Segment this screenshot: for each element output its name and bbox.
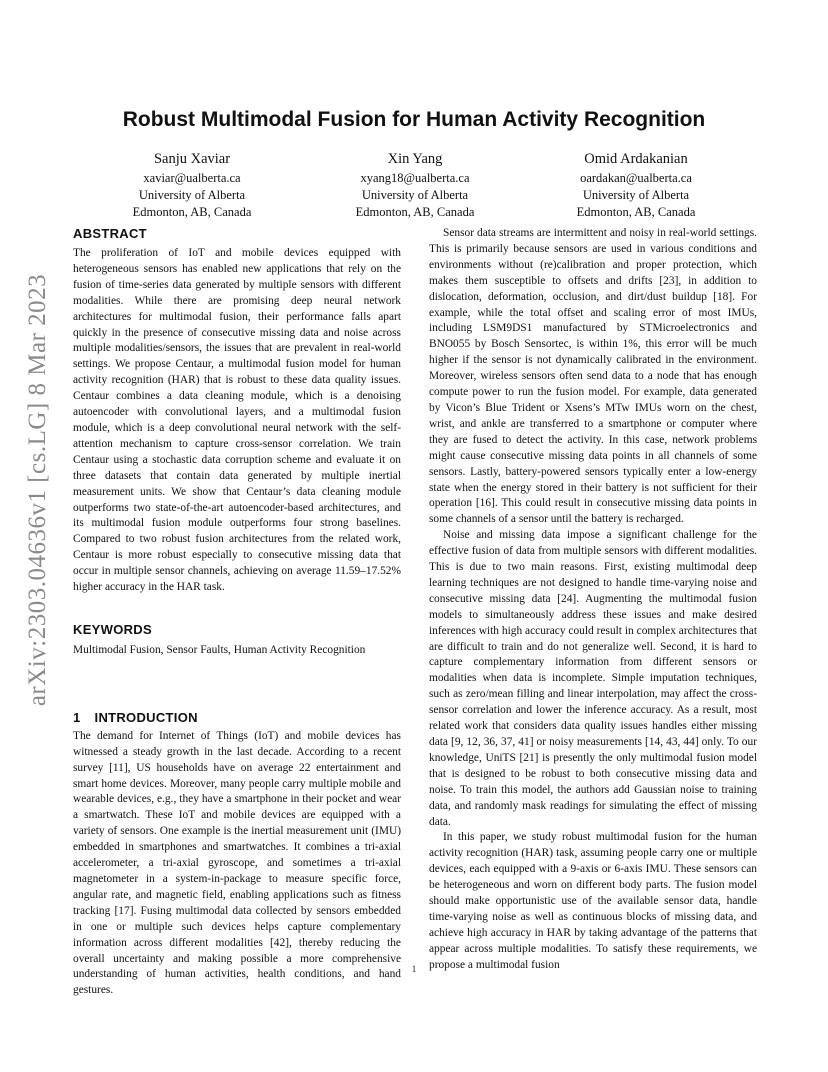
abstract-heading: ABSTRACT	[73, 226, 147, 241]
author-location: Edmonton, AB, Canada	[576, 205, 696, 219]
intro-paragraph-2: Sensor data streams are intermittent and noisy in real-world settings. This is primarily because sensors are used in various conditions and environments without (re)calibration and proper protection, which makes them susceptible to offsets and drifts [23], in addition to dislocation, deformation, occlusion, and dirt/dust buildup [18]. For example, while the total offset and scaling error of most IMUs, including LSM9DS1 manufactured by STMicroelectronics and BNO055 by Bosch Sensortec, is within 1%, this error will be much higher if the sensor is not dynamically calibrated in the environment. Moreover, wireless sensors often send data to a node that has enough compute power to run the fusion model. For example, data generated by Vicon’s Blue Trident or Xsens’s MTw IMUs worn on the chest, wrist, and ankle are transferred to a smartphone or computer where they are fused to detect the activity. In this case, network problems might cause consecutive missing data points in all channels of some sensors. Lastly, battery-powered sensors typically enter a low-energy state when the energy stored in their battery is not sufficient for their operation [16]. This could result in consecutive missing data points in some channels of a sensor until the battery is recharged.	[429, 227, 757, 526]
author-2	[305, 149, 525, 221]
author-affiliation: University of Alberta	[582, 188, 690, 202]
page-number: 1	[411, 964, 417, 974]
keywords-text: Multimodal Fusion, Sensor Faults, Human Activity Recognition	[73, 643, 366, 656]
section-title: INTRODUCTION	[94, 709, 198, 725]
introduction-heading	[73, 710, 401, 725]
keywords-heading: KEYWORDS	[73, 621, 152, 637]
intro-paragraph-4: In this paper, we study robust multimodal fusion for the human activity recognition (HAR) task, assuming people carry one or multiple devices, each equipped with a 9-axis or 6-axis IMU. These sensors can be heterogeneous and worn on different body parts. The fusion model should make opportunistic use of the available sensor data, handle time-varying noise as well as continuous blocks of missing data, and achieve high accuracy in HAR by taking advantage of the patterns that appear across multiple modalities. To satisfy these requirements, we propose a multimodal fusion	[429, 831, 757, 971]
section-number: 1	[73, 709, 81, 725]
arxiv-identifier-text: arXiv:2303.04636v1 [cs.LG] 8 Mar 2023	[24, 273, 52, 707]
author-email: xaviar@ualberta.ca	[143, 171, 241, 185]
right-column	[429, 226, 757, 974]
paper-title: Robust Multimodal Fusion for Human Activity Recognition	[122, 108, 706, 131]
author-3	[526, 149, 746, 221]
author-location: Edmonton, AB, Canada	[355, 205, 475, 219]
author-name: Omid Ardakanian	[584, 151, 688, 167]
left-column	[73, 226, 401, 999]
author-name: Xin Yang	[387, 151, 443, 167]
intro-paragraph-1: The demand for Internet of Things (IoT) and mobile devices has witnessed a steady growth in the last decade. According to a recent survey [11], US households have on average 22 entertainment and smart home devices. Moreover, many people carry multiple mobile and wearable devices, e.g., they have a smartphone in their pocket and wear a smartwatch. These IoT and mobile devices are equipped with a variety of sensors. One example is the inertial measurement unit (IMU) embedded in smartphones and smartwatches. It combines a tri-axial accelerometer, a tri-axial gyroscope, and sometimes a tri-axial magnetometer in a system-in-package to measure specific force, angular rate, and magnetic field, enabling applications such as fitness tracking [17]. Fusing multimodal data collected by sensors embedded in one or multiple such devices helps capture complementary information across different modalities [42], thereby reducing the overall uncertainty and making possible a more comprehensive understanding of human activities, health conditions, and hand gestures.	[73, 729, 401, 997]
author-location: Edmonton, AB, Canada	[132, 205, 252, 219]
author-affiliation: University of Alberta	[361, 188, 469, 202]
abstract-text: The proliferation of IoT and mobile devices equipped with heterogeneous sensors has enabled new applications that rely on the fusion of time-series data generated by multiple sensors with different modalities. While there are promising deep neural network architectures for multimodal fusion, their performance falls apart quickly in the presence of consecutive missing data and noise across multiple modalities/sensors, the issues that are prevalent in real-world settings. We propose Centaur, a multimodal fusion model for human activity recognition (HAR) that is robust to these data quality issues. Centaur combines a data cleaning module, which is a denoising autoencoder with convolutional layers, and a multimodal fusion module, which is a deep convolutional neural network with the self-attention mechanism to capture cross-sensor correlation. We train Centaur using a stochastic data corruption scheme and evaluate it on three datasets that contain data generated by multiple inertial measurement units. We show that Centaur’s data cleaning module outperforms two state-of-the-art autoencoder-based architectures, and its multimodal fusion module outperforms four strong baselines. Compared to two robust fusion architectures from the related work, Centaur is more robust especially to consecutive missing data that occur in multiple sensor channels, achieving on average 11.59–17.52% higher accuracy in the HAR task.	[73, 247, 401, 594]
intro-paragraph-3: Noise and missing data impose a significant challenge for the effective fusion of data from multiple sensors with different modalities. This is due to two main reasons. First, existing multimodal deep learning techniques are not designed to handle time-varying noise and consecutive missing data [24]. Augmenting the multimodal fusion models to simultaneously address these issues and make desired inferences with high accuracy could result in complex architectures that are difficult to train and do not generalize well. Second, it is hard to capture complementary information from different sensors or modalities when data is incomplete. Simple imputation techniques, such as zero/mean filling and linear interpolation, may affect the cross-sensor correlation and lower the inference accuracy. As a result, most related work that considers data quality issues handles either missing data [9, 12, 36, 37, 41] or noisy measurements [14, 43, 44] only. To our knowledge, UniTS [21] is presently the only multimodal fusion model that is designed to be robust to both consecutive missing data and noise. To train this model, the authors add Gaussian noise to training data, and randomly mask readings for simulating the effect of missing data.	[429, 529, 757, 828]
author-affiliation: University of Alberta	[138, 188, 246, 202]
author-name: Sanju Xaviar	[153, 151, 231, 167]
arxiv-identifier-stamp	[18, 273, 58, 707]
author-email: xyang18@ualberta.ca	[360, 171, 470, 185]
author-1	[82, 149, 302, 221]
author-email: oardakan@ualberta.ca	[580, 171, 692, 185]
